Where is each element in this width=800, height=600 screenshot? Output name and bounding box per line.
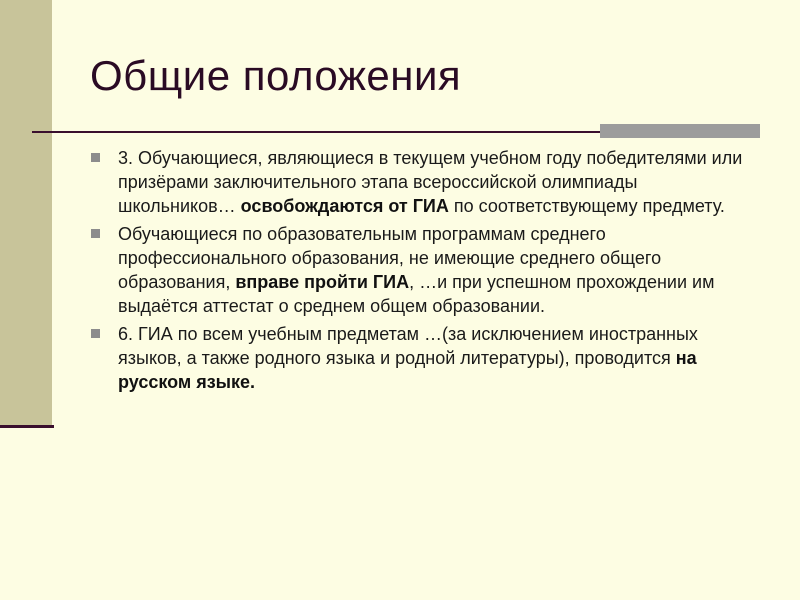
bullet-1-bold: освобождаются от ГИА: [240, 196, 449, 216]
bullet-item-1: [90, 146, 750, 218]
square-bullet-icon: [91, 153, 100, 162]
slide-title: Общие положения: [90, 52, 462, 99]
bullet-2-bold: вправе пройти ГИА: [235, 272, 410, 292]
bullet-1-text: 3. Обучающиеся, являющиеся в текущем учебном году победителями или призёрами заключительного этапа всероссийской олимпиады школьников…: [118, 148, 743, 216]
left-decorative-bar: [0, 0, 52, 427]
bullet-2-text-end: , …и при успешном прохождении им выдаётся аттестат о среднем общем образовании.: [118, 272, 715, 316]
bullet-3-bold: на русском языке.: [118, 348, 697, 392]
bullet-item-3: [90, 322, 750, 394]
left-bar-underline: [0, 425, 54, 428]
bullet-item-2: [90, 222, 750, 318]
bullet-1-text-end: по соответствующему предмету.: [448, 196, 725, 216]
bullet-2-text: Обучающиеся по образовательным программам среднего профессионального образования, не имеющие среднего общего образования,: [118, 224, 662, 292]
square-bullet-icon: [91, 329, 100, 338]
bullet-3-text: 6. ГИА по всем учебным предметам …(за исключением иностранных языков, а также родного языка и родной литературы), проводится: [118, 324, 698, 368]
accent-block: [600, 124, 760, 138]
square-bullet-icon: [91, 229, 100, 238]
bullet-list: [90, 146, 750, 398]
